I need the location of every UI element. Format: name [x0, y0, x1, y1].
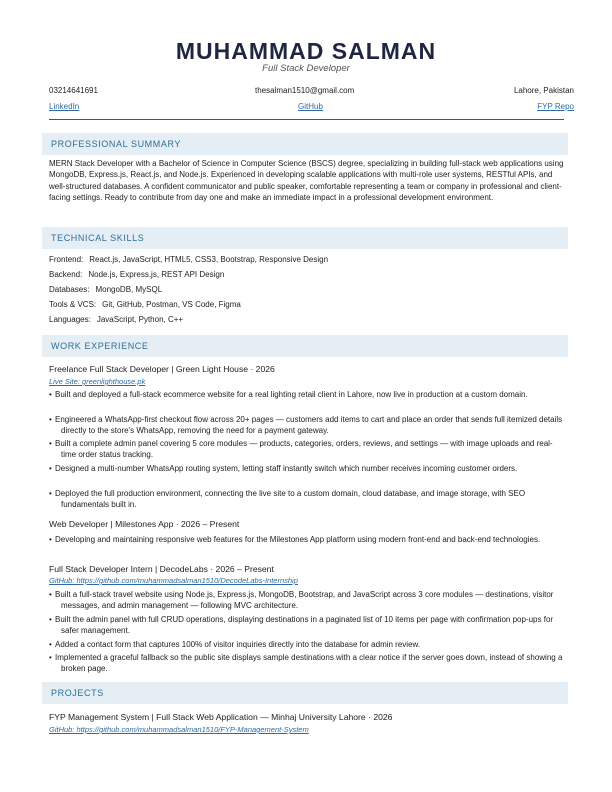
skill-row-databases [49, 285, 162, 294]
section-title: PROJECTS [51, 688, 104, 698]
skill-row-languages [49, 315, 183, 324]
section-title: TECHNICAL SKILLS [51, 233, 145, 243]
candidate-title: Full Stack Developer [262, 63, 350, 74]
section-header-experience [42, 335, 568, 357]
job-bullet: • Built the admin panel with full CRUD operations, displaying destinations in a paginated list of 10 items per page with confirmation pop-ups for safer management. [49, 615, 554, 636]
project-title: FYP Management System | Full Stack Web Application — Minhaj University Lahore · 2026 [49, 712, 393, 722]
project-link[interactable]: GitHub: https://github.com/muhammadsalman1510/FYP-Management-System [49, 725, 309, 734]
job-link[interactable]: Live Site: greenlighthouse.pk [49, 377, 146, 386]
skill-row-frontend [49, 255, 328, 264]
job-title: Full Stack Developer Intern | DecodeLabs · 2026 – Present [49, 564, 274, 574]
job-bullet: • Built a complete admin panel covering 5 core modules — products, categories, orders, reviews, and settings — with image uploads and real-time order status tracking. [49, 439, 553, 460]
skill-label: Backend: [49, 270, 83, 279]
skill-value: Git, GitHub, Postman, VS Code, Figma [102, 300, 241, 309]
section-header-summary [42, 133, 568, 155]
job-bullet: • Implemented a graceful fallback so the public site displays sample destinations with a clear notice if the server goes down, instead of showing a broken page. [49, 653, 563, 674]
skill-value: React.js, JavaScript, HTML5, CSS3, Bootstrap, Responsive Design [89, 255, 329, 264]
summary-text: MERN Stack Developer with a Bachelor of Science in Computer Science (BSCS) degree, specializing in building full-stack web applications using MongoDB, Express.js, React.js, and Node.js. Experienced in developing scalable applications with multi-role user systems, RESTful APIs, and well-structured databases. A confident communicator and public speaker, comfortable representing a team or company in professional and client-facing settings. Ready to contribute from day one and make an immediate impact in a professional development environment. [49, 159, 564, 202]
job-bullet: • Designed a multi-number WhatsApp routing system, letting staff instantly switch which number receives incoming customer orders. [49, 464, 518, 473]
job-bullet: • Deployed the full production environment, connecting the live site to a custom domain, cloud database, and image storage, with SEO fundamentals built in. [49, 489, 526, 510]
section-title: PROFESSIONAL SUMMARY [51, 139, 182, 149]
job-bullet: • Developing and maintaining responsive web features for the Milestones App platform using modern front-end and back-end technologies. [49, 535, 541, 544]
section-header-projects [42, 682, 568, 704]
github-link[interactable]: GitHub [298, 102, 323, 111]
header-divider [49, 119, 564, 120]
job-title: Web Developer | Milestones App · 2026 – Present [49, 519, 240, 529]
candidate-name: MUHAMMAD SALMAN [175, 38, 437, 64]
skill-label: Tools & VCS: [49, 300, 97, 309]
job-bullet: • Engineered a WhatsApp-first checkout flow across 20+ pages — customers add items to cart and place an order that sends full itemized details directly to the store's WhatsApp, removing the need for a payment gateway. [49, 415, 563, 436]
section-header-skills [42, 227, 568, 249]
location: Lahore, Pakistan [513, 86, 574, 95]
email-address: thesalman1510@gmail.com [255, 86, 355, 95]
fyp-repo-link[interactable]: FYP Repo [537, 102, 574, 111]
job-bullet: • Built and deployed a full-stack ecommerce website for a real lighting retail client in Lahore, now live in production at a custom domain. [49, 390, 528, 399]
job-title: Freelance Full Stack Developer | Green Light House · 2026 [49, 364, 275, 374]
skill-label: Databases: [49, 285, 90, 294]
job-bullet: • Built a full-stack travel website using Node.js, Express.js, MongoDB, Bootstrap, and JavaScript across 3 core modules — destinations, visitor messages, and admin management — following MVC architecture. [49, 590, 554, 611]
phone-number: 03214641691 [49, 86, 98, 95]
skill-row-tools [49, 300, 241, 309]
skill-value: Node.js, Express.js, REST API Design [88, 270, 225, 279]
skill-value: JavaScript, Python, C++ [96, 315, 184, 324]
skill-row-backend [49, 270, 224, 279]
linkedin-link[interactable]: LinkedIn [49, 102, 80, 111]
skill-label: Languages: [49, 315, 91, 324]
section-title: WORK EXPERIENCE [51, 341, 149, 351]
skill-label: Frontend: [49, 255, 84, 264]
job-link[interactable]: GitHub: https://github.com/muhammadsalman1510/DecodeLabs-Internship [49, 576, 298, 585]
job-bullet: • Added a contact form that captures 100% of visitor inquiries directly into the database for admin review. [49, 640, 421, 649]
skill-value: MongoDB, MySQL [95, 285, 163, 294]
